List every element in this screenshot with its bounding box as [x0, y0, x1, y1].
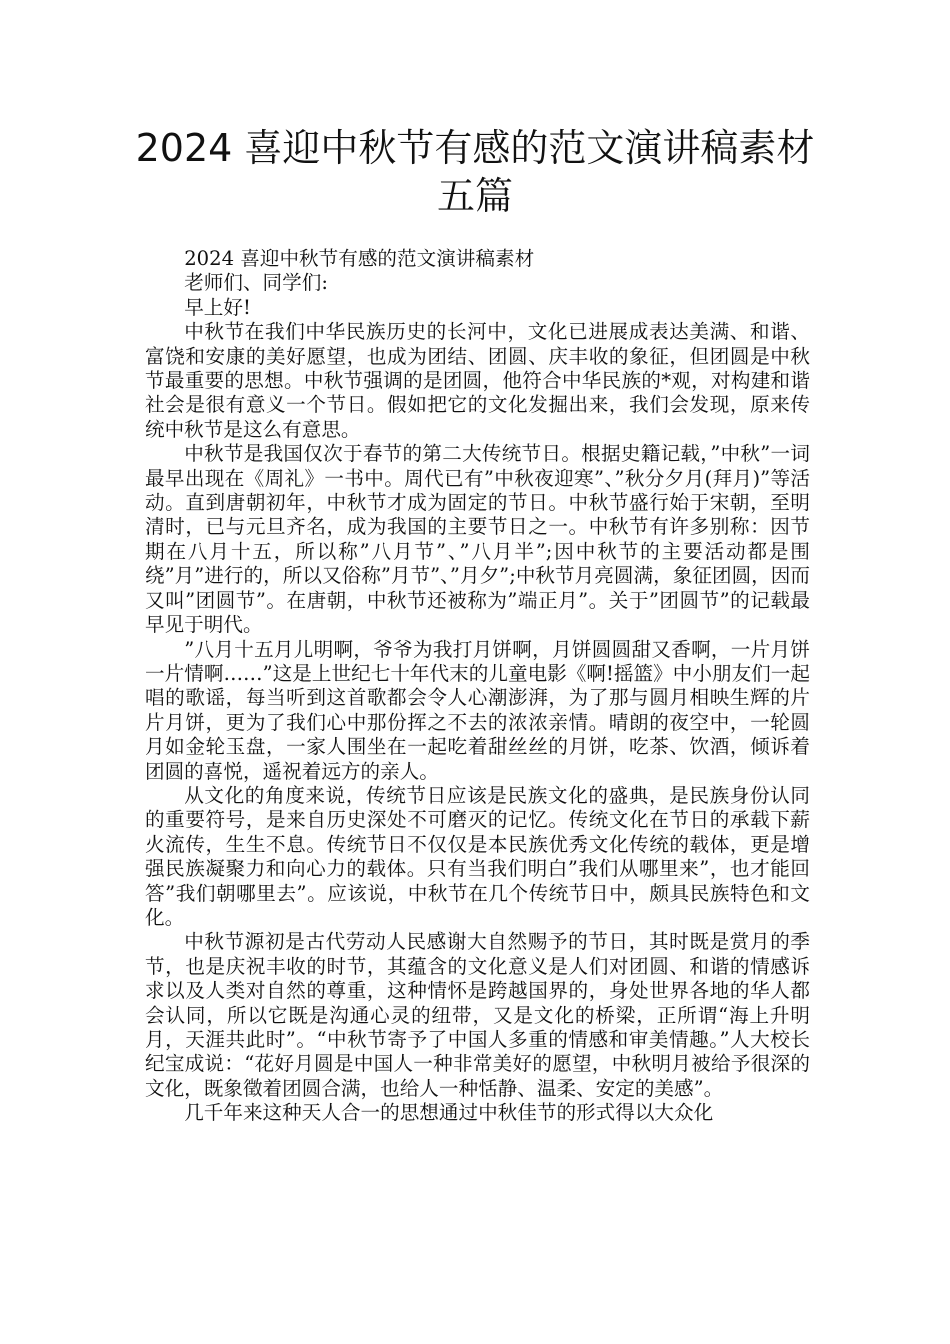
subtitle-paragraph: 2024 喜迎中秋节有感的范文演讲稿素材	[184, 247, 535, 270]
body-paragraph: 中秋节是我国仅次于春节的第二大传统节日。根据史籍记载，”中秋”一词最早出现在《周礼》一书中。周代已有”中秋夜迎寒”、”秋分夕月(拜月)”等活动。直到唐朝初年，中秋节才成为固定的节日。中秋节盛行始于宋朝，至明清时，已与元旦齐名，成为我国的主要节日之一。中秋节有许多别称：因节期在八月十五，所以称”八月节”、”八月半”;因中秋节的主要活动都是围绕”月”进行的，所以又俗称”月节”、”月夕”;中秋节月亮圆满，象征团圆，因而又叫”团圆节”。在唐朝，中秋节还被称为”端正月”。关于”团圆节”的记载最早见于明代。	[145, 442, 810, 637]
body-paragraph: 中秋节源初是古代劳动人民感谢大自然赐予的节日，其时既是赏月的季节，也是庆祝丰收的时节，其蕴含的文化意义是人们对团圆、和谐的情感诉求以及人类对自然的尊重，这种情怀是跨越国界的，身处世界各地的华人都会认同，所以它既是沟通心灵的纽带，又是文化的桥梁，正所谓“海上升明月，天涯共此时”。“中秋节寄予了中国人多重的情感和审美情趣。”人大校长纪宝成说：“花好月圆是中国人一种非常美好的愿望，中秋明月被给予很深的文化，既象徵着团圆合满，也给人一种恬静、温柔、安定的美感”。	[145, 930, 810, 1100]
title-line-1: 2024 喜迎中秋节有感的范文演讲稿素材	[135, 126, 815, 170]
title-line-2: 五篇	[436, 174, 513, 218]
body-paragraph: 从文化的角度来说，传统节日应该是民族文化的盛典，是民族身份认同的重要符号，是来自历史深处不可磨灭的记忆。传统文化在节日的承载下薪火流传，生生不息。传统节日不仅仅是本民族优秀文化传统的载体，更是增强民族凝聚力和向心力的载体。只有当我们明白”我们从哪里来”，也才能回答”我们朝哪里去”。应该说，中秋节在几个传统节日中，颇具民族特色和文化。	[145, 783, 810, 929]
body-paragraph: 中秋节在我们中华民族历史的长河中，文化已进展成表达美满、和谐、富饶和安康的美好愿望，也成为团结、团圆、庆丰收的象征，但团圆是中秋节最重要的思想。中秋节强调的是团圆，他符合中华民族的*观，对构建和谐社会是很有意义一个节日。假如把它的文化发掘出来，我们会发现，原来传统中秋节是这么有意思。	[145, 320, 810, 441]
greeting-paragraph: 早上好!	[184, 295, 251, 319]
document-title	[120, 124, 830, 220]
document-body	[145, 247, 810, 1126]
body-paragraph: 几千年来这种天人合一的思想通过中秋佳节的形式得以大众化	[184, 1101, 714, 1125]
salutation-paragraph: 老师们、同学们:	[184, 271, 328, 295]
body-paragraph: ”八月十五月儿明啊，爷爷为我打月饼啊，月饼圆圆甜又香啊，一片月饼一片情啊……”这是上世纪七十年代末的儿童电影《啊!摇篮》中小朋友们一起唱的歌谣，每当听到这首歌都会令人心潮澎湃，为了那与圆月相映生辉的片片月饼，更为了我们心中那份挥之不去的浓浓亲情。晴朗的夜空中，一轮圆月如金轮玉盘，一家人围坐在一起吃着甜丝丝的月饼，吃茶、饮酒，倾诉着团圆的喜悦，遥祝着远方的亲人。	[145, 637, 810, 783]
